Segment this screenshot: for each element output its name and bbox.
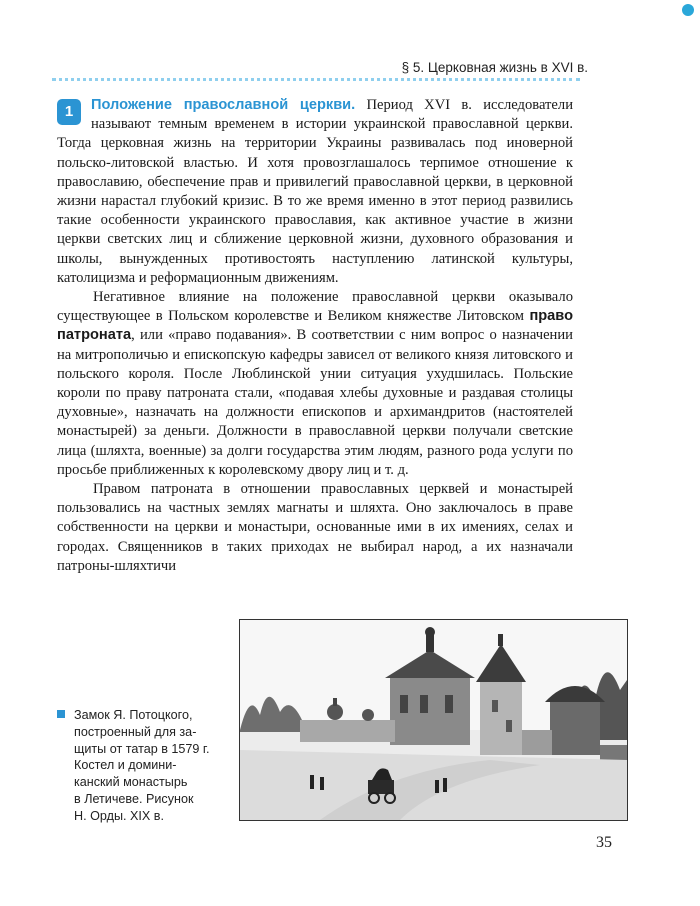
paragraph-1 — [57, 96, 573, 288]
castle-drawing — [240, 620, 627, 820]
paragraph-2-text-a: Негативное влияние на положение православной церкви оказывало существующее в Польском королевстве и Великом княжестве Литовском — [57, 289, 573, 325]
caption-line: в Летичеве. Рисунок — [74, 791, 194, 806]
caption-line: построенный для за- — [74, 724, 197, 739]
key-term: право патроната — [57, 308, 573, 344]
caption-line: Замок Я. Потоцкого, — [74, 708, 193, 722]
caption-line: Костел и домини- — [74, 758, 177, 773]
caption-line: Н. Орды. XIX в. — [74, 808, 164, 823]
paragraph-2-text-b: , или «право подавания». В соответствии с ним вопрос о назначении на митрополичью и епископскую кафедры зависел от великого князя литовского и польского короля. После Люблинской унии ситуация ухудшилась. Польские короли по праву патроната стали, «подавая хлебы духовные и раздавая столицы духовные», назначать на должности епископов и архимандритов (настоятелей монастырей) за деньги. Должности в православной церкви получали светские лица (шляхта, военные) за долги государства этим людям, разного рода услуги по просьбе приближенных к королевскому двору лиц и т. д. — [57, 327, 573, 478]
historical-illustration — [239, 619, 628, 821]
paragraph-2 — [57, 288, 573, 480]
corner-badge-icon — [682, 4, 694, 16]
caption-line: канский монастырь — [74, 775, 188, 790]
body-text — [57, 96, 573, 576]
header-divider — [52, 78, 580, 81]
section-number-badge: 1 — [57, 99, 81, 125]
caption-bullet-icon — [57, 710, 65, 718]
section-title: Положение православной церкви. — [91, 97, 356, 113]
page-number: 35 — [596, 834, 612, 851]
paragraph-3: Правом патроната в отношении православных церквей и монастырей пользовались на частных землях магнаты и шляхта. Оно заключалось в праве собственности на церкви и монастыри, основанные ими в их имениях, селах и городах. Священников в таких приходах не выбирал народ, а их назначали патроны-шляхтичи — [57, 481, 573, 574]
caption-line: щиты от татар в 1579 г. — [74, 741, 210, 756]
running-header: § 5. Церковная жизнь в XVI в. — [401, 60, 588, 75]
caption-text — [74, 707, 234, 825]
paragraph-1-text: Период XVI в. исследователи называют темным временем в истории украинской православной церкви. Тогда церковная жизнь на территории Украины развивалась под иноверной польско-литовской властью. И хотя провозглашалось терпимое отношение к православию, обеспечение прав и привилегий православной церкви, в церковной жизни нарастал глубокий кризис. В то же время именно в этот период развились такие особенности украинского православия, как активное участие в жизни церкви светских лиц и сближение церковной жизни, духовного образования и школы, вынужденных противостоять наступлению латинской культуры, католицизма и реформационным движениям. — [57, 97, 573, 286]
